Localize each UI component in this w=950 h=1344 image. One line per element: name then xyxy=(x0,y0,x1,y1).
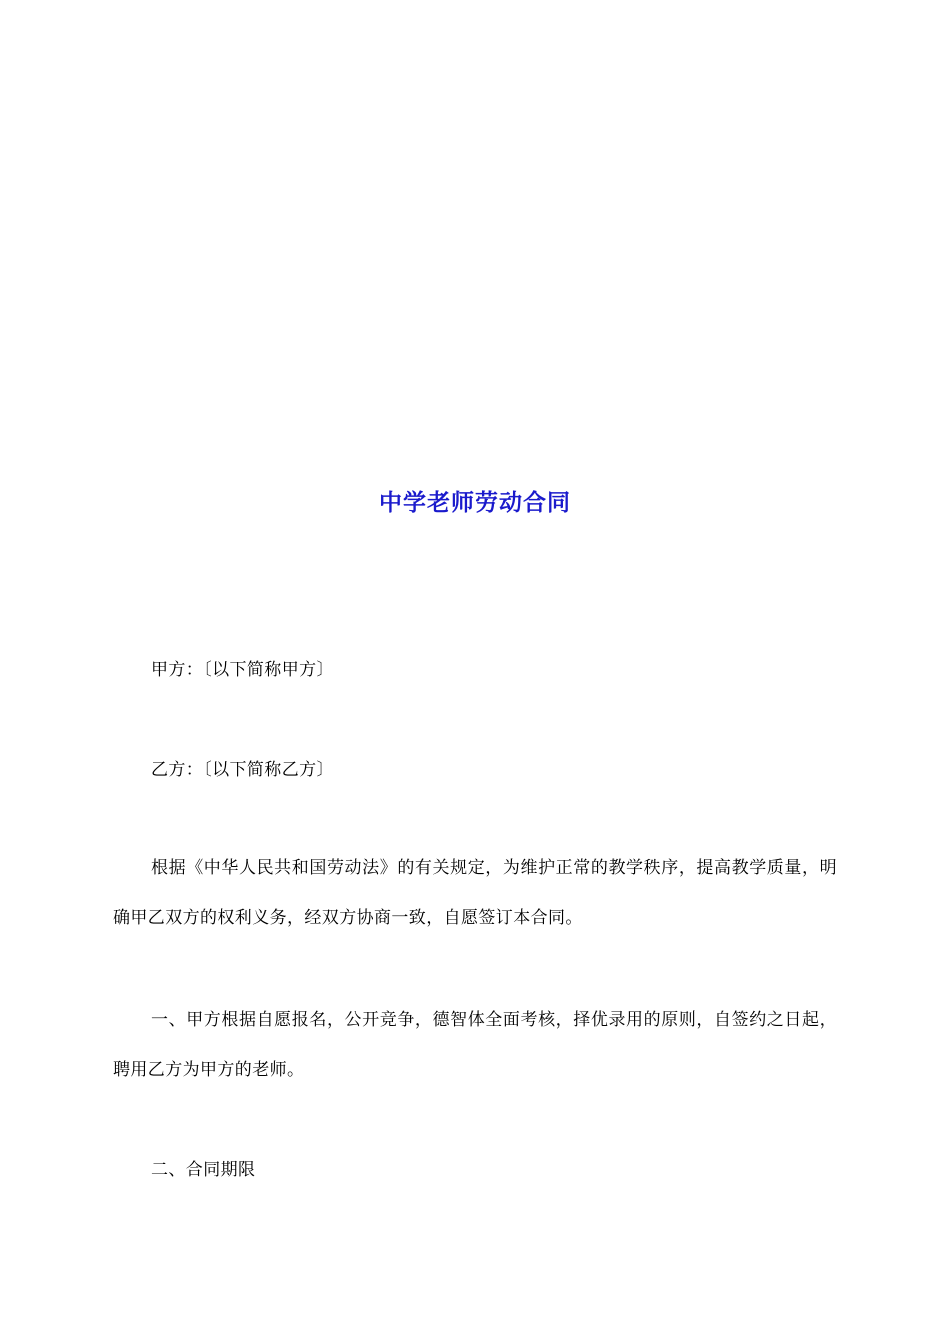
party-a-line: 甲方：〔以下简称甲方〕 xyxy=(151,660,334,680)
document-title: 中学老师劳动合同 xyxy=(379,490,571,516)
clause-two-heading: 二、合同期限 xyxy=(151,1160,256,1180)
clause-one-paragraph: 一、甲方根据自愿报名，公开竞争，德智体全面考核，择优录用的原则，自签约之日起，聘用乙方为甲方的老师。 xyxy=(113,1010,837,1080)
party-b-line: 乙方：〔以下简称乙方〕 xyxy=(151,760,334,780)
preamble-paragraph: 根据《中华人民共和国劳动法》的有关规定，为维护正常的教学秩序，提高教学质量，明确甲乙双方的权利义务，经双方协商一致，自愿签订本合同。 xyxy=(113,858,837,928)
